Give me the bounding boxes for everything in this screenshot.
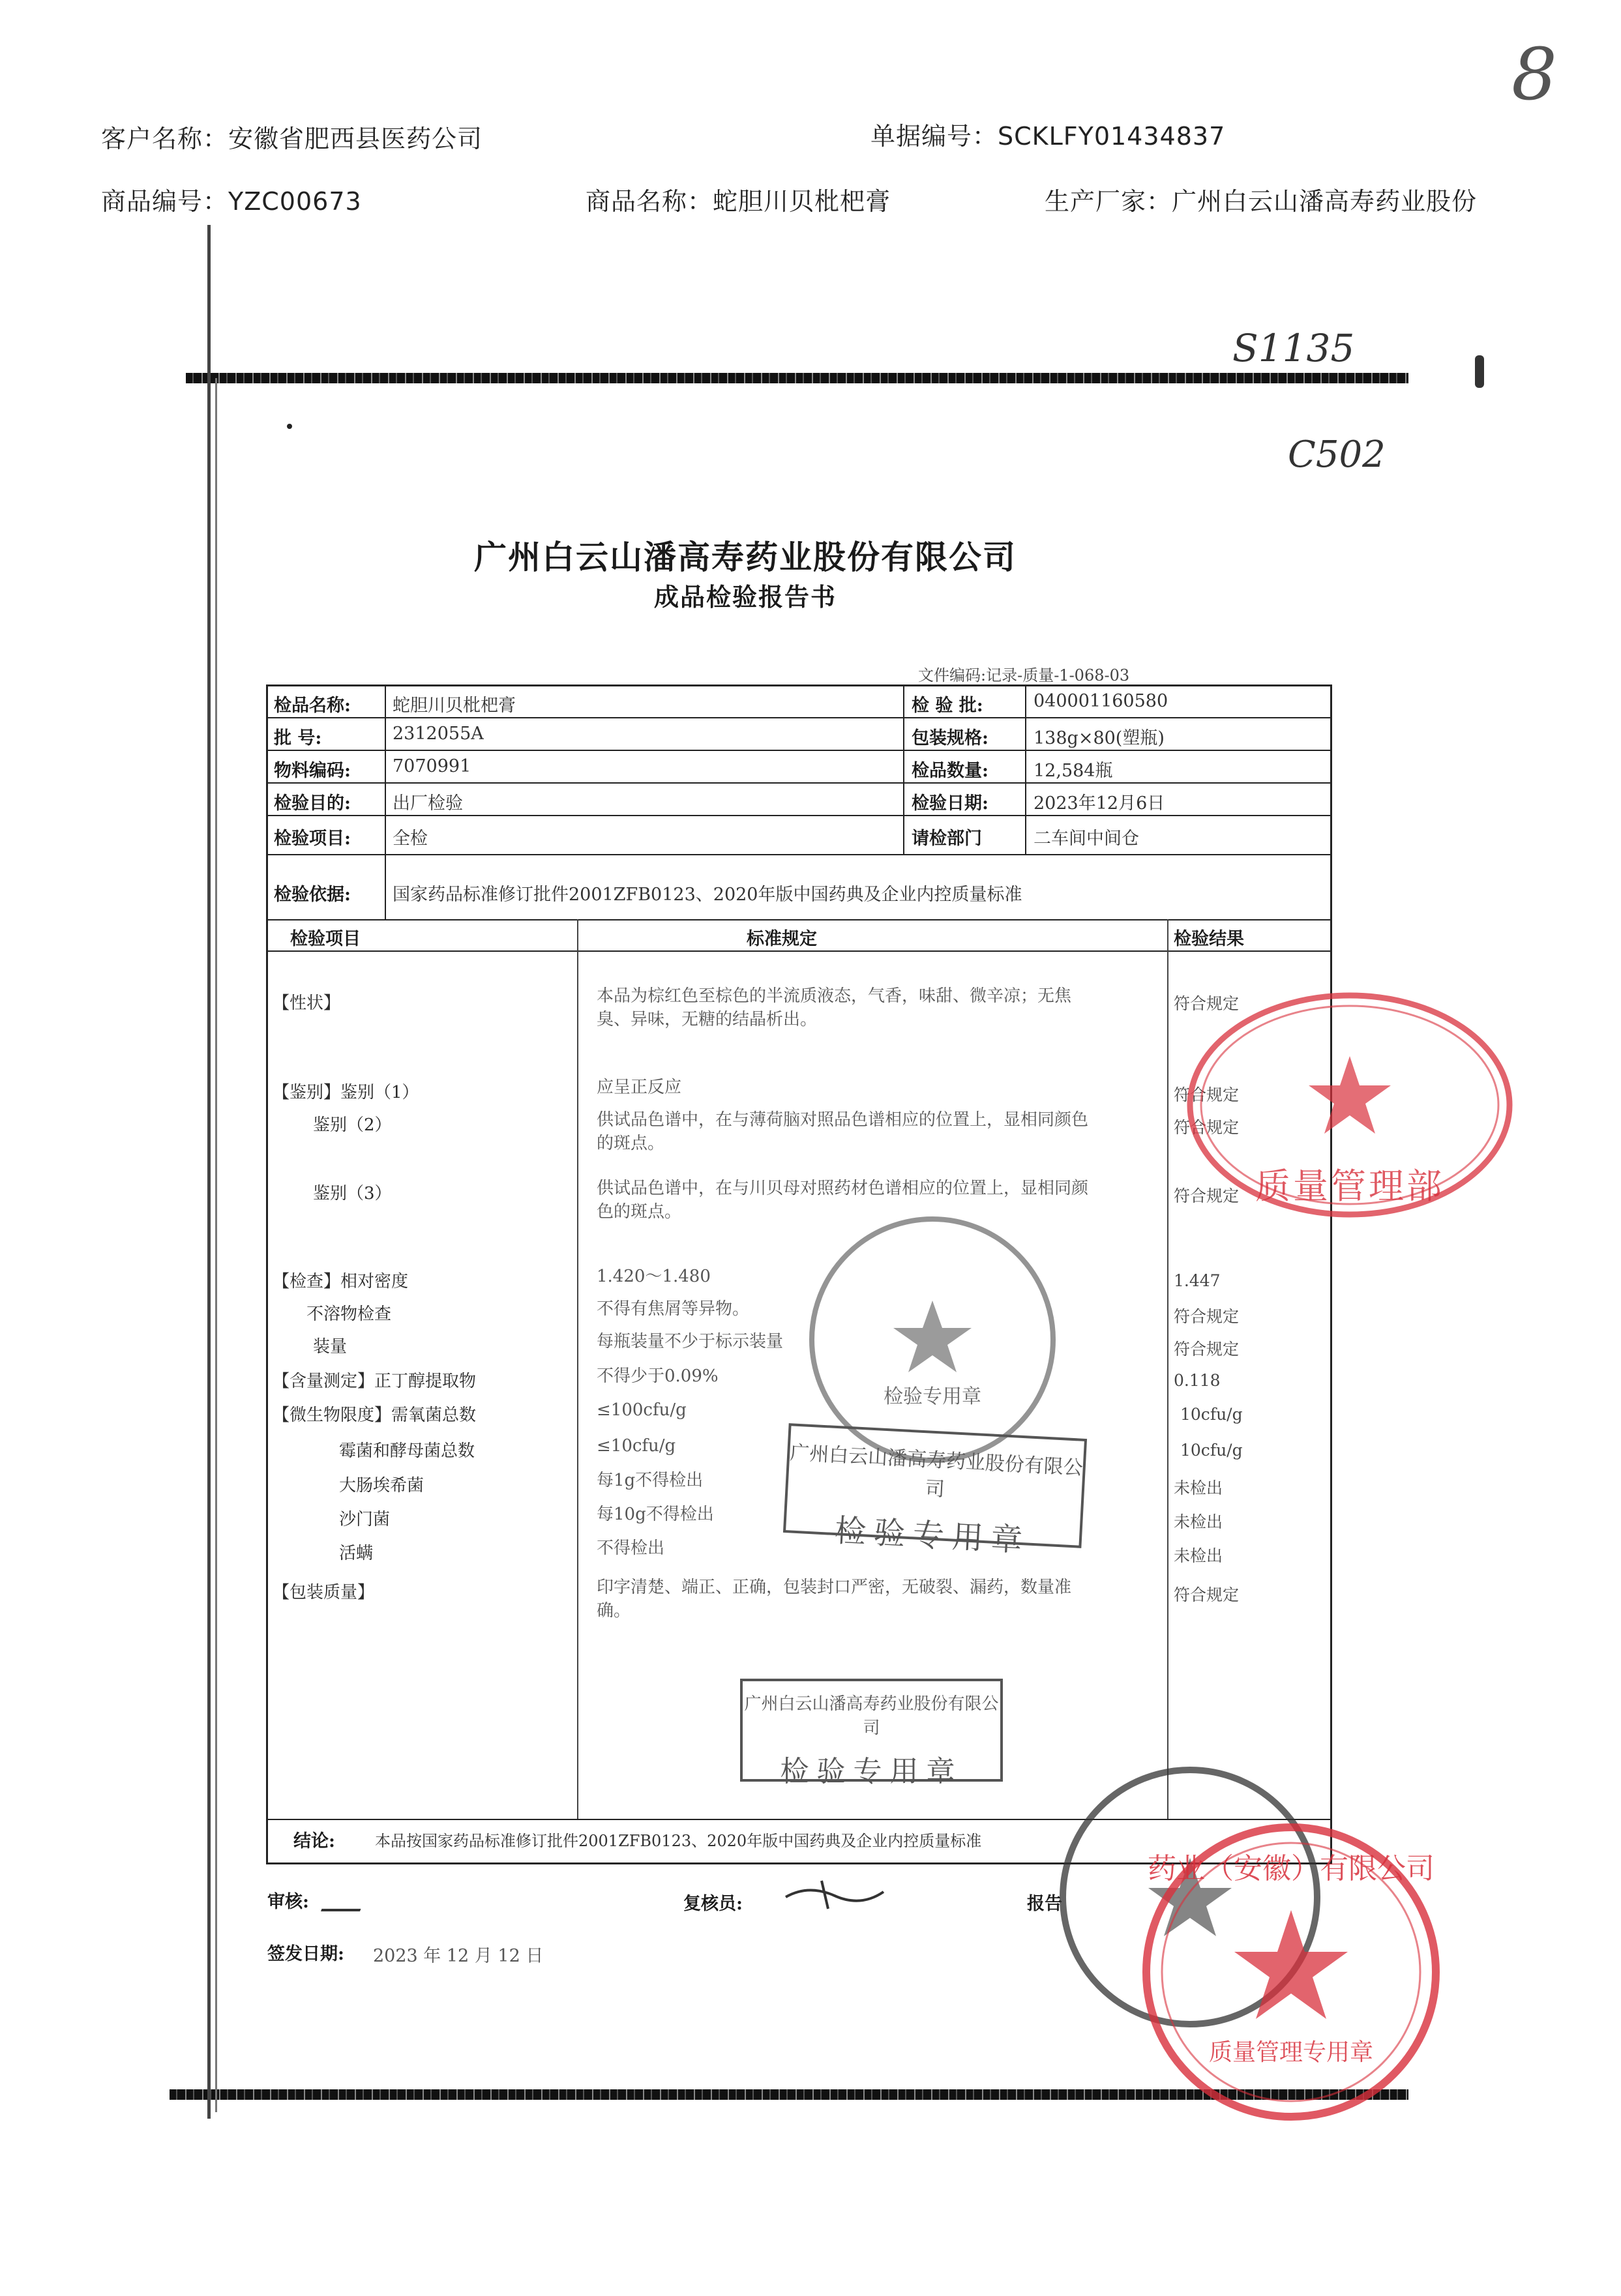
- batch-no: 2312055A: [393, 724, 484, 744]
- grid-vline: [577, 919, 578, 1819]
- scan-left-edge-inner: [215, 378, 217, 2112]
- issue-date-label: 签发日期:: [267, 1944, 344, 1964]
- dept-label: 请检部门: [912, 829, 982, 849]
- items: 全检: [393, 829, 428, 849]
- report-title-text: 成品检验报告书: [653, 583, 837, 611]
- dept: 二车间中间仓: [1034, 829, 1139, 849]
- checker-label: 复核员:: [683, 1894, 743, 1914]
- manufacturer-line: [1045, 181, 1477, 217]
- row-result: 符合规定: [1174, 1118, 1240, 1137]
- red-quality-stamp: [1183, 988, 1516, 1222]
- scan-dot: [287, 424, 292, 429]
- row-item: 鉴别（2）: [313, 1115, 392, 1135]
- quantity: 12,584瓶: [1034, 761, 1113, 781]
- basis: 国家药品标准修订批件2001ZFB0123、2020年版中国药典及企业内控质量标准: [393, 885, 1022, 905]
- row-standard: ≤100cfu/g: [597, 1400, 687, 1420]
- row-standard: 1.420～1.480: [597, 1267, 711, 1286]
- row-item: 装量: [313, 1337, 348, 1357]
- material-code: 7070991: [393, 756, 471, 776]
- company-title-text: 广州白云山潘高寿药业股份有限公司: [474, 538, 1017, 576]
- checker-signature: [782, 1877, 887, 1910]
- inspect-batch: 040001160580: [1034, 691, 1168, 711]
- basis-label: 检验依据:: [274, 885, 351, 905]
- row-standard: 本品为棕红色至棕色的半流质液态，气香，味甜、微辛凉；无焦臭、异味，无糖的结晶析出。: [597, 986, 1072, 1029]
- row-standard: 每瓶装量不少于标示装量: [597, 1332, 784, 1351]
- file-code: 文件编码:记录-质量-1-068-03: [918, 666, 1130, 684]
- row-result: 符合规定: [1174, 994, 1240, 1013]
- grid-vline: [1167, 919, 1168, 1819]
- spec: 138g×80(塑瓶): [1034, 728, 1165, 748]
- row-standard: 供试品色谱中，在与川贝母对照药材色谱相应的位置上，显相同颜色的斑点。: [597, 1179, 1089, 1222]
- grid-line: [267, 919, 1331, 920]
- row-item: 【含量测定】正丁醇提取物: [273, 1372, 477, 1391]
- row-item: 【鉴别】鉴别（1）: [273, 1083, 419, 1102]
- inspect-batch-label: 检 验 批:: [912, 696, 983, 716]
- conclusion: 本品按国家药品标准修订批件2001ZFB0123、2020年版中国药典及企业内控质量标准: [375, 1832, 982, 1850]
- grid-vline: [1025, 686, 1026, 854]
- manufacturer: 广州白云山潘高寿药业股份: [1172, 187, 1478, 216]
- spec-label: 包装规格:: [912, 728, 989, 748]
- date-label: 检验日期:: [912, 793, 989, 814]
- reviewer-label: 审核:: [267, 1892, 309, 1912]
- grid-vline: [903, 686, 904, 854]
- grid-vline: [385, 686, 386, 919]
- row-result: 符合规定: [1174, 1585, 1240, 1604]
- grid-line: [267, 782, 1331, 784]
- product-name: 蛇胆川贝枇杷膏: [713, 187, 891, 216]
- rect-stamp-1-company: 广州白云山潘高寿药业股份有限公司: [789, 1441, 1084, 1501]
- row-result: 未检出: [1174, 1546, 1223, 1565]
- row-standard: 印字清楚、端正、正确，包装封口严密，无破裂、漏药，数量准确。: [597, 1578, 1072, 1621]
- row-item: 沙门菌: [339, 1510, 391, 1529]
- row-standard: 不得有焦屑等异物。: [597, 1299, 750, 1319]
- row-item: 【包装质量】: [273, 1583, 375, 1602]
- conclusion-label: 结论:: [293, 1831, 335, 1851]
- grid-line: [267, 854, 1331, 855]
- grid-line: [267, 717, 1331, 718]
- doc-no: SCKLFY01434837: [998, 122, 1226, 151]
- product-name-line: [586, 181, 891, 217]
- row-result: 0.118: [1174, 1371, 1221, 1390]
- items-label: 检验项目:: [274, 829, 351, 849]
- product-code: YZC00673: [228, 187, 362, 216]
- row-item: 大肠埃希菌: [339, 1476, 424, 1495]
- quantity-label: 检品数量:: [912, 761, 989, 781]
- row-result: 符合规定: [1174, 1085, 1240, 1104]
- row-result: 未检出: [1174, 1479, 1223, 1497]
- row-result: 符合规定: [1174, 1186, 1240, 1205]
- purpose: 出厂检验: [393, 793, 463, 814]
- customer-name: 安徽省肥西县医药公司: [228, 125, 483, 153]
- rect-stamp-1-text: 检验专用章: [833, 1512, 1032, 1559]
- row-item: 不溶物检查: [306, 1304, 392, 1324]
- row-result: 10cfu/g: [1180, 1405, 1243, 1424]
- row-standard: 每10g不得检出: [597, 1505, 714, 1524]
- row-standard: ≤10cfu/g: [597, 1436, 676, 1456]
- header-standard: 标准规定: [747, 929, 817, 949]
- row-standard: 应呈正反应: [597, 1078, 682, 1097]
- row-result: 符合规定: [1174, 1340, 1240, 1359]
- reporter-label: 报告: [1027, 1894, 1062, 1914]
- row-item: 【性状】: [273, 993, 341, 1013]
- scan-left-edge: [207, 225, 211, 2119]
- row-item: 鉴别（3）: [313, 1184, 392, 1203]
- inspection-rect-stamp-2: [740, 1679, 1003, 1788]
- row-item: 【微生物限度】需氧菌总数: [273, 1406, 477, 1425]
- row-item: 【检查】相对密度: [273, 1272, 409, 1291]
- inspection-rect-stamp-1: [783, 1423, 1087, 1559]
- row-item: 霉菌和酵母菌总数: [339, 1441, 475, 1461]
- center-stamp-text: 检验专用章: [884, 1385, 981, 1408]
- customer-line: [101, 119, 483, 155]
- row-result: 10cfu/g: [1180, 1441, 1243, 1460]
- row-standard: 供试品色谱中，在与薄荷脑对照品色谱相应的位置上，显相同颜色的斑点。: [597, 1110, 1089, 1153]
- row-result: 1.447: [1174, 1271, 1221, 1290]
- rect-stamp-2-company: 广州白云山潘高寿药业股份有限公司: [744, 1694, 999, 1738]
- row-result: 符合规定: [1174, 1307, 1240, 1326]
- product-name-label: 商品名称：: [586, 187, 713, 216]
- batch-no-label: 批 号:: [274, 728, 322, 748]
- scan-top-bar: [186, 373, 1408, 383]
- company-title: [0, 531, 1621, 578]
- issue-date: 2023 年 12 月 12 日: [373, 1946, 544, 1966]
- grid-line: [267, 750, 1331, 751]
- rect-stamp-2-text: 检验专用章: [780, 1755, 963, 1788]
- red-company-stamp: [1138, 1819, 1444, 2125]
- report-title: [0, 577, 1621, 613]
- row-standard: 不得少于0.09%: [597, 1366, 719, 1386]
- handwritten-page-number: 8: [1511, 33, 1557, 116]
- customer-label: 客户名称：: [101, 125, 229, 153]
- row-standard: 不得检出: [597, 1538, 665, 1558]
- purpose-label: 检验目的:: [274, 793, 351, 814]
- red-stamp-bottom-text: 质量管理专用章: [1208, 2039, 1373, 2066]
- material-code-label: 物料编码:: [274, 761, 351, 781]
- sample-name: 蛇胆川贝枇杷膏: [393, 696, 516, 716]
- row-result: 未检出: [1174, 1512, 1223, 1531]
- header-item: 检验项目: [290, 929, 361, 949]
- doc-no-line: [870, 116, 1225, 152]
- manufacturer-label: 生产厂家：: [1045, 187, 1172, 216]
- header-result: 检验结果: [1174, 929, 1244, 949]
- date: 2023年12月6日: [1034, 793, 1165, 814]
- sample-name-label: 检品名称:: [274, 696, 351, 716]
- product-code-line: [101, 181, 362, 217]
- row-item: 活螨: [339, 1544, 374, 1563]
- grid-line: [267, 815, 1331, 816]
- handwritten-note-2: C502: [1288, 434, 1386, 476]
- row-standard: 每1g不得检出: [597, 1471, 704, 1490]
- grid-line: [267, 950, 1331, 952]
- handwritten-note-1: S1135: [1232, 326, 1355, 370]
- reviewer-signature: [321, 1883, 370, 1911]
- scan-speck: [1475, 355, 1484, 388]
- red-stamp-ring-text: 药业（安徽）有限公司: [1148, 1852, 1435, 1885]
- doc-no-label: 单据编号：: [870, 122, 998, 151]
- product-code-label: 商品编号：: [101, 187, 229, 216]
- red-stamp-text: 质量管理部: [1255, 1166, 1444, 1207]
